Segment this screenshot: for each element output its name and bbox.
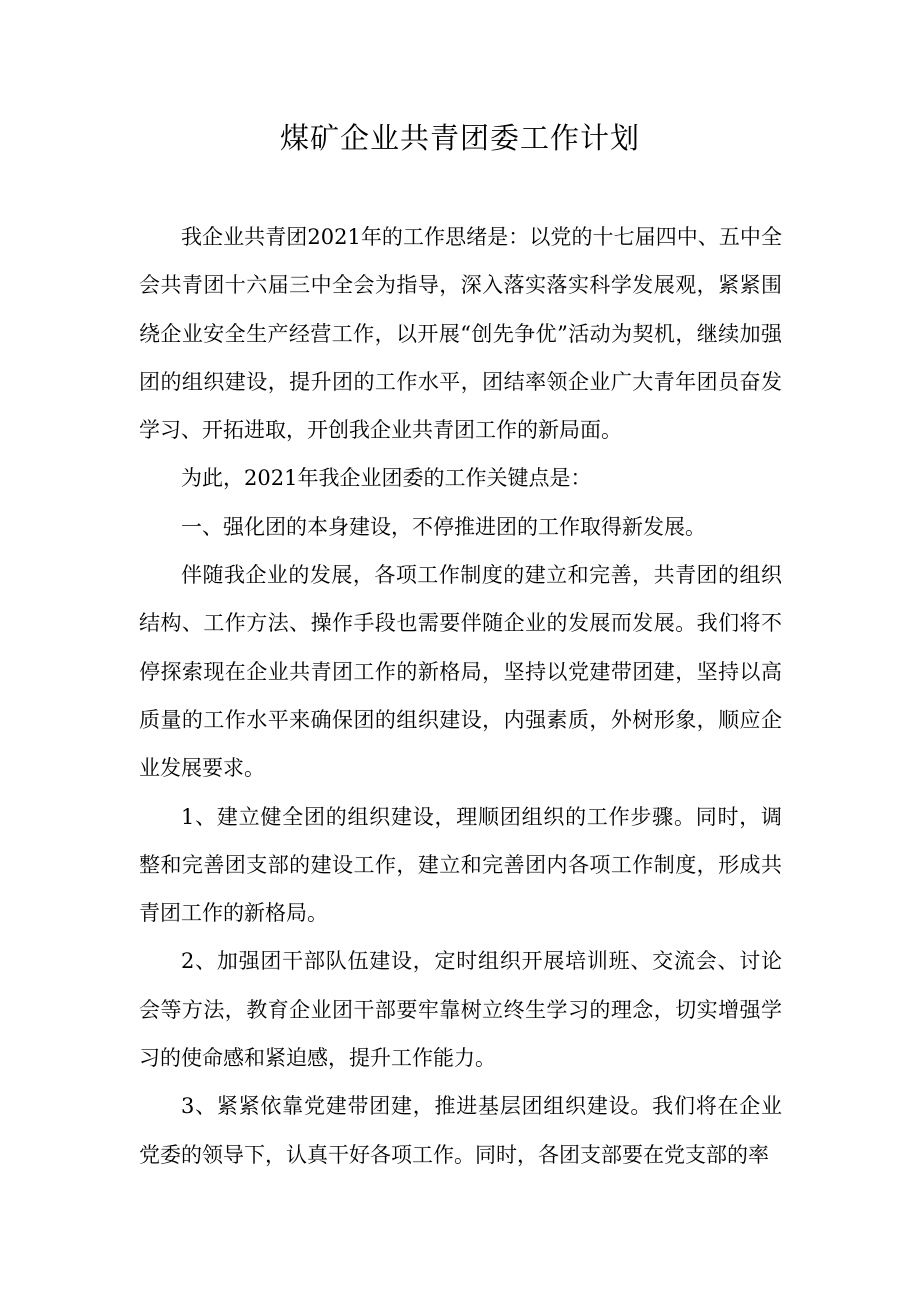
list-item-3: 3、紧紧依靠党建带团建，推进基层团组织建设。我们将在企业党委的领导下，认真干好各项工作。同时，各团支部要在党支部的率 (139, 1094, 782, 1167)
document-body (139, 213, 782, 1179)
list-item-1: 1、建立健全团的组织建设，理顺团组织的工作步骤。同时，调整和完善团支部的建设工作，建立和完善团内各项工作制度，形成共青团工作的新格局。 (139, 804, 782, 926)
document-title: 煤矿企业共青团委工作计划 (279, 121, 640, 155)
list-item-2: 2、加强团干部队伍建设，定时组织开展培训班、交流会、讨论会等方法，教育企业团干部要牢靠树立终生学习的理念，切实增强学习的使命感和紧迫感，提升工作能力。 (139, 949, 782, 1071)
paragraph-key-points-intro: 为此，2021年我企业团委的工作关键点是： (181, 466, 592, 491)
paragraph-development: 伴随我企业的发展，各项工作制度的建立和完善，共青团的组织结构、工作方法、操作手段也需要伴随企业的发展而发展。我们将不停探索现在企业共青团工作的新格局，坚持以党建带团建，坚持以高质量的工作水平来确保团的组织建设，内强素质，外树形象，顺应企业发展要求。 (139, 563, 782, 781)
section-heading-one: 一、强化团的本身建设，不停推进团的工作取得新发展。 (181, 514, 706, 539)
paragraph-work-thinking: 我企业共青团2021年的工作思绪是：以党的十七届四中、五中全会共青团十六届三中全会为指导，深入落实落实科学发展观，紧紧围绕企业安全生产经营工作，以开展“创先争优”活动为契机，继续加强团的组织建设，提升团的工作水平，团结率领企业广大青年团员奋发学习、开拓进取，开创我企业共青团工作的新局面。 (139, 225, 782, 443)
